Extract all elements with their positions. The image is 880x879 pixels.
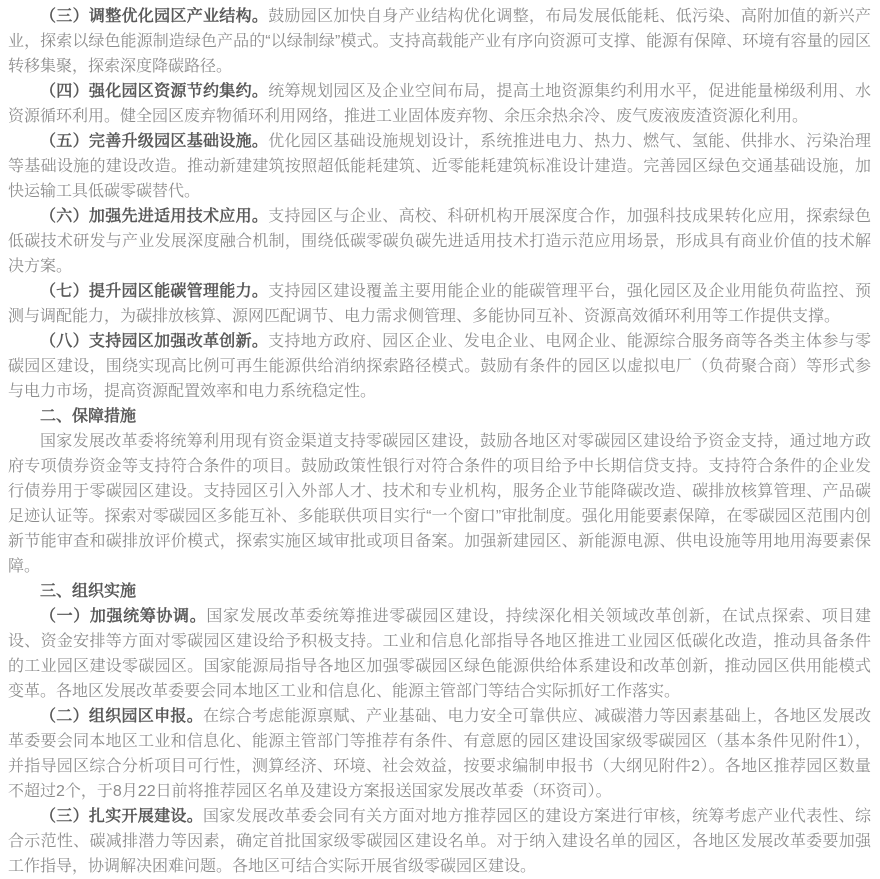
- paragraph-text: 国家发展改革委将统筹利用现有资金渠道支持零碳园区建设，鼓励各地区对零碳园区建设给予资金支持，通过地方政府专项债券资金等支持符合条件的项目。鼓励政策性银行对符合条件的项目给予中长期信贷支持。支持符合条件的企业发行债券用于零碳园区建设。支持园区引入外部人才、技术和专业机构，服务企业节能降碳改造、碳排放核算管理、产品碳足迹认证等。探索对零碳园区多能互补、多能联供项目实行“一个窗口”审批制度。强化用能要素保障，在零碳园区范围内创新节能审查和碳排放评价模式，探索实施区域审批或项目备案。加强新建园区、新能源电源、供电设施等用地用海要素保障。: [8, 433, 871, 575]
- paragraph-text: 支持地方政府、园区企业、发电企业、电网企业、能源综合服务商等各类主体参与零碳园区建设，围绕实现高比例可再生能源供给消纳探索路径模式。鼓励有条件的园区以虚拟电厂（负荷聚合商）等形式参与电力市场，提高资源配置效率和电力系统稳定性。: [8, 333, 871, 400]
- paragraph-text: 国家发展改革委会同有关方面对地方推荐园区的建设方案进行审核，统筹考虑产业代表性、综合示范性、碳减排潜力等因素，确定首批国家级零碳园区建设名单。对于纳入建设名单的园区，各地区发展改革委要加强工作指导，协调解决困难问题。各地区可结合实际开展省级零碳园区建设。: [8, 808, 871, 875]
- section-heading-text: 三、组织实施: [40, 583, 137, 600]
- paragraph-text: 支持园区建设覆盖主要用能企业的能碳管理平台，强化园区及企业用能负荷监控、预测与调配能力，为碳排放核算、源网匹配调节、电力需求侧管理、多能协同互补、资源高效循环利用等工作提供支撑。: [8, 283, 871, 325]
- paragraph-lead: （一）加强统筹协调。: [40, 608, 207, 625]
- paragraph: [8, 329, 871, 404]
- paragraph-text: 鼓励园区加快自身产业结构优化调整，布局发展低能耗、低污染、高附加值的新兴产业，探索以绿色能源制造绿色产品的“以绿制绿”模式。支持高载能产业有序向资源可支撑、能源有保障、环境有容量的园区转移集聚，探索深度降碳路径。: [8, 8, 871, 75]
- paragraph-lead: （六）加强先进适用技术应用。: [40, 208, 269, 225]
- paragraph: [8, 4, 871, 79]
- paragraph: [8, 704, 871, 804]
- paragraph: [8, 604, 871, 704]
- paragraph-lead: （三）扎实开展建设。: [40, 808, 203, 825]
- paragraph: [8, 204, 871, 279]
- paragraph: [8, 129, 871, 204]
- section-heading-text: 二、保障措施: [40, 408, 137, 425]
- paragraph: [8, 804, 871, 879]
- paragraph: [8, 429, 871, 579]
- paragraph-text: 支持园区与企业、高校、科研机构开展深度合作，加强科技成果转化应用，探索绿色低碳技术研发与产业发展深度融合机制，围绕低碳零碳负碳先进适用技术打造示范应用场景，形成具有商业价值的技术解决方案。: [8, 208, 871, 275]
- paragraph-text: 在综合考虑能源禀赋、产业基础、电力安全可靠供应、减碳潜力等因素基础上，各地区发展改革委要会同本地区工业和信息化、能源主管部门等推荐有条件、有意愿的园区建设国家级零碳园区（基本条件见附件1），并指导园区综合分析项目可行性，测算经济、环境、社会效益，按要求编制申报书（大纲见附件2）。各地区推荐园区数量不超过2个，于8月22日前将推荐园区名单及建设方案报送国家发展改革委（环资司）。: [8, 708, 871, 800]
- paragraph-lead: （四）强化园区资源节约集约。: [40, 83, 269, 100]
- paragraph: [8, 279, 871, 329]
- paragraph-lead: （五）完善升级园区基础设施。: [40, 133, 269, 150]
- paragraph-text: 国家发展改革委统筹推进零碳园区建设，持续深化相关领域改革创新，在试点探索、项目建设、资金安排等方面对零碳园区建设给予积极支持。工业和信息化部指导各地区推进工业园区低碳化改造，推动具备条件的工业园区建设零碳园区。国家能源局指导各地区加强零碳园区绿色能源供给体系建设和改革创新，推动园区供用能模式变革。各地区发展改革委要会同本地区工业和信息化、能源主管部门等结合实际抓好工作落实。: [8, 608, 871, 700]
- paragraph-text: 统筹规划园区及企业空间布局，提高土地资源集约利用水平，促进能量梯级利用、水资源循环利用。健全园区废弃物循环利用网络，推进工业固体废弃物、余压余热余冷、废气废液废渣资源化利用。: [8, 83, 871, 125]
- paragraph-text: 优化园区基础设施规划设计，系统推进电力、热力、燃气、氢能、供排水、污染治理等基础设施的建设改造。推动新建建筑按照超低能耗建筑、近零能耗建筑标准设计建造。完善园区绿色交通基础设施，加快运输工具低碳零碳替代。: [8, 133, 871, 200]
- section-heading: [8, 579, 871, 604]
- paragraph-lead: （三）调整优化园区产业结构。: [40, 8, 269, 25]
- paragraph-lead: （二）组织园区申报。: [40, 708, 203, 725]
- paragraph: [8, 79, 871, 129]
- paragraph-lead: （七）提升园区能碳管理能力。: [40, 283, 269, 300]
- section-heading: [8, 404, 871, 429]
- paragraph-lead: （八）支持园区加强改革创新。: [40, 333, 269, 350]
